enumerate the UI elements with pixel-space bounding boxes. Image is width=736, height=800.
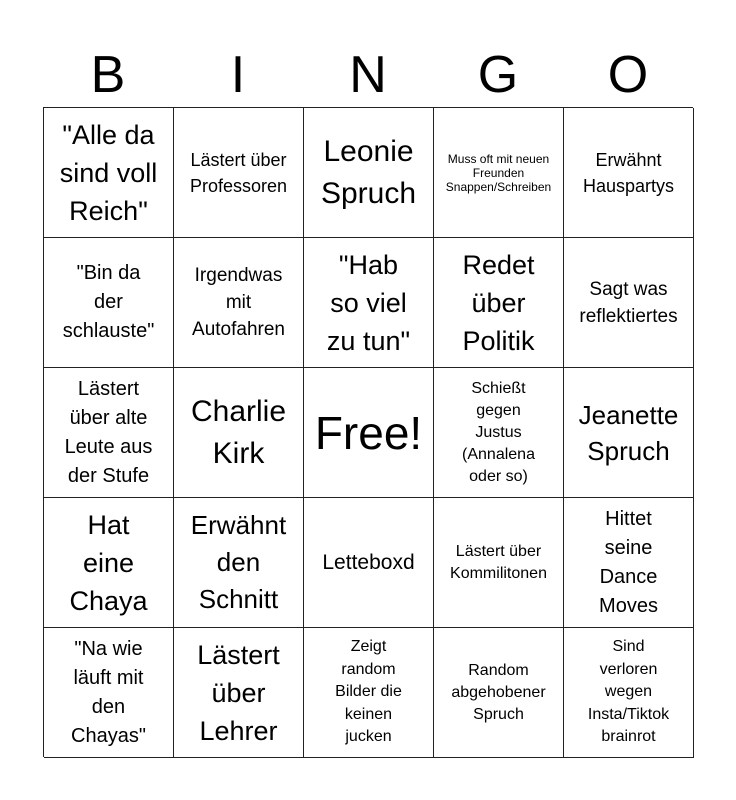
cell-text: Schießt gegen Justus (Annalena oder so)	[462, 379, 535, 485]
cell-text: Hat eine Chaya	[69, 509, 148, 616]
cell-text: Sind verloren wegen Insta/Tiktok brainrot	[587, 638, 670, 746]
cell-text: "Alle da sind voll Reich"	[59, 119, 158, 226]
bingo-cell[interactable]	[174, 628, 304, 758]
cell-text: Sagt was reflektiertes	[579, 278, 678, 327]
bingo-cell[interactable]	[44, 368, 174, 498]
cell-text: Lästert über Kommilitonen	[450, 542, 547, 582]
header-letter-i: I	[230, 46, 246, 104]
cell-text: "Hab so viel zu tun"	[326, 249, 411, 356]
bingo-header	[43, 42, 693, 108]
bingo-cell[interactable]	[174, 498, 304, 628]
bingo-cell[interactable]	[304, 108, 434, 238]
cell-text: Erwähnt Hauspartys	[582, 149, 675, 196]
bingo-cell[interactable]	[304, 628, 434, 758]
header-letter-o: O	[607, 46, 649, 104]
header-letter-g: G	[477, 46, 519, 104]
bingo-cell[interactable]	[434, 238, 564, 368]
bingo-board	[43, 107, 693, 757]
cell-text: Erwähnt den Schnitt	[190, 510, 287, 614]
cell-text: Redet über Politik	[462, 249, 535, 356]
bingo-cell[interactable]	[304, 238, 434, 368]
cell-text: Leonie Spruch	[320, 134, 417, 210]
bingo-cell[interactable]	[304, 498, 434, 628]
bingo-cell[interactable]	[434, 628, 564, 758]
cell-text: Lästert über alte Leute aus der Stufe	[64, 377, 153, 487]
bingo-cell[interactable]	[564, 238, 694, 368]
bingo-cell[interactable]	[44, 628, 174, 758]
bingo-cell[interactable]	[564, 498, 694, 628]
cell-text: Hittet seine Dance Moves	[599, 507, 658, 617]
bingo-cell[interactable]	[434, 368, 564, 498]
cell-text: Charlie Kirk	[190, 394, 287, 470]
cell-text: Jeanette Spruch	[578, 399, 679, 466]
bingo-cell[interactable]	[564, 628, 694, 758]
cell-text: Random abgehobener Spruch	[451, 661, 546, 723]
bingo-cell[interactable]	[434, 498, 564, 628]
cell-text: Letteboxd	[322, 551, 415, 574]
cell-text: Zeigt random Bilder die keinen jucken	[335, 638, 402, 746]
cell-text: Muss oft mit neuen Freunden Snappen/Schreiben	[445, 151, 552, 194]
cell-text: Irgendwas mit Autofahren	[192, 265, 285, 340]
cell-text: "Na wie läuft mit den Chayas"	[71, 637, 146, 747]
bingo-cell[interactable]	[564, 108, 694, 238]
cell-text: Lästert über Professoren	[189, 149, 288, 196]
bingo-cell[interactable]	[174, 238, 304, 368]
free-space[interactable]	[304, 368, 434, 498]
bingo-cell[interactable]	[564, 368, 694, 498]
bingo-cell[interactable]	[44, 108, 174, 238]
bingo-cell[interactable]	[174, 108, 304, 238]
cell-text: "Bin da der schlauste"	[62, 262, 155, 342]
bingo-cell[interactable]	[174, 368, 304, 498]
bingo-cell[interactable]	[44, 498, 174, 628]
bingo-cell[interactable]	[44, 238, 174, 368]
cell-text: Lästert über Lehrer	[197, 639, 280, 746]
header-letter-n: N	[349, 46, 387, 104]
free-space-text: Free!	[314, 406, 423, 459]
bingo-cell[interactable]	[434, 108, 564, 238]
header-letter-b: B	[90, 46, 126, 104]
